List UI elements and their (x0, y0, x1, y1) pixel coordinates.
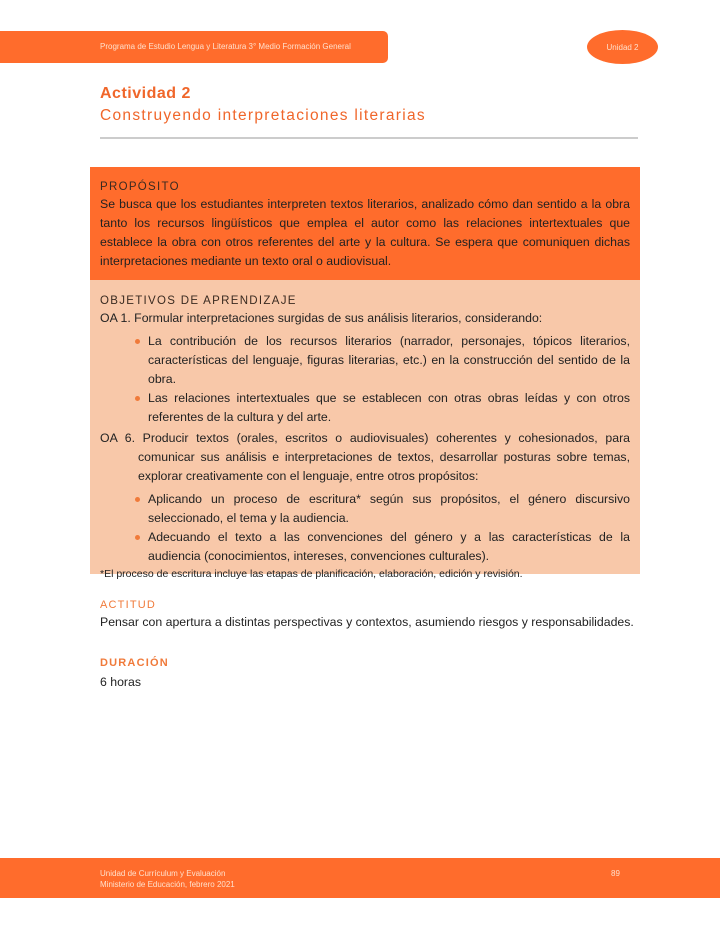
footnote: *El proceso de escritura incluye las etapas de planificación, elaboración, edición y revisión. (100, 568, 523, 580)
actitud-label: ACTITUD (100, 599, 157, 611)
proposito-text: Se busca que los estudiantes interpreten textos literarios, analizado cómo dan sentido a la obra tanto los recursos lingüísticos que emplea el autor como las relaciones intertextuales que establece la obra con otros referentes del arte y la cultura. Se espera que comuniquen dichas interpretaciones mediante un texto oral o audiovisual. (100, 197, 630, 268)
page-number: 89 (611, 869, 620, 878)
activity-title: Actividad 2 (100, 85, 191, 102)
duracion-label: DURACIÓN (100, 657, 169, 669)
list-item: Adecuando el texto a las convenciones del género y a las características de la audiencia (conocimientos, intereses, convenciones culturales). (148, 528, 630, 566)
duracion-text: 6 horas (100, 675, 142, 689)
oa1-text: OA 1. Formular interpretaciones surgidas de sus análisis literarios, considerando: (100, 311, 543, 325)
list-item: La contribución de los recursos literarios (narrador, personajes, tópicos literarios, características del lenguaje, figuras literarias, etc.) en la construcción del sentido de la obra. (148, 332, 630, 389)
divider (100, 137, 638, 139)
bullet-icon (135, 396, 140, 401)
actitud-text: Pensar con apertura a distintas perspectivas y contextos, asumiendo riesgos y responsabilidades. (100, 615, 634, 629)
objetivos-label: OBJETIVOS DE APRENDIZAJE (100, 295, 297, 307)
footer (0, 858, 720, 898)
footer-ministry: Ministerio de Educación, febrero 2021 (100, 880, 235, 889)
program-title: Programa de Estudio Lengua y Literatura 3° Medio Formación General (100, 42, 351, 51)
oa1-list (100, 332, 630, 427)
header-bar (0, 31, 388, 63)
oa6-list (100, 490, 630, 566)
objetivos-box (90, 280, 640, 580)
list-item: Las relaciones intertextuales que se establecen con otras obras leídas y con otros referentes de la cultura y del arte. (148, 389, 630, 427)
bullet-icon (135, 535, 140, 540)
activity-subtitle: Construyendo interpretaciones literarias (100, 107, 426, 124)
bullet-icon (135, 497, 140, 502)
oa6-text: OA 6. Producir textos (orales, escritos o audiovisuales) coherentes y cohesionados, para comunicar sus análisis e interpretaciones de textos, desarrollar posturas sobre temas, explorar creativamente con el lenguaje, entre otros propósitos: (100, 431, 630, 483)
list-item: Aplicando un proceso de escritura* según sus propósitos, el género discursivo seleccionado, el tema y la audiencia. (148, 490, 630, 528)
proposito-box (90, 167, 640, 280)
unit-badge: Unidad 2 (587, 30, 658, 64)
footer-unit: Unidad de Currículum y Evaluación (100, 869, 226, 878)
bullet-icon (135, 339, 140, 344)
proposito-label: PROPÓSITO (100, 181, 180, 193)
